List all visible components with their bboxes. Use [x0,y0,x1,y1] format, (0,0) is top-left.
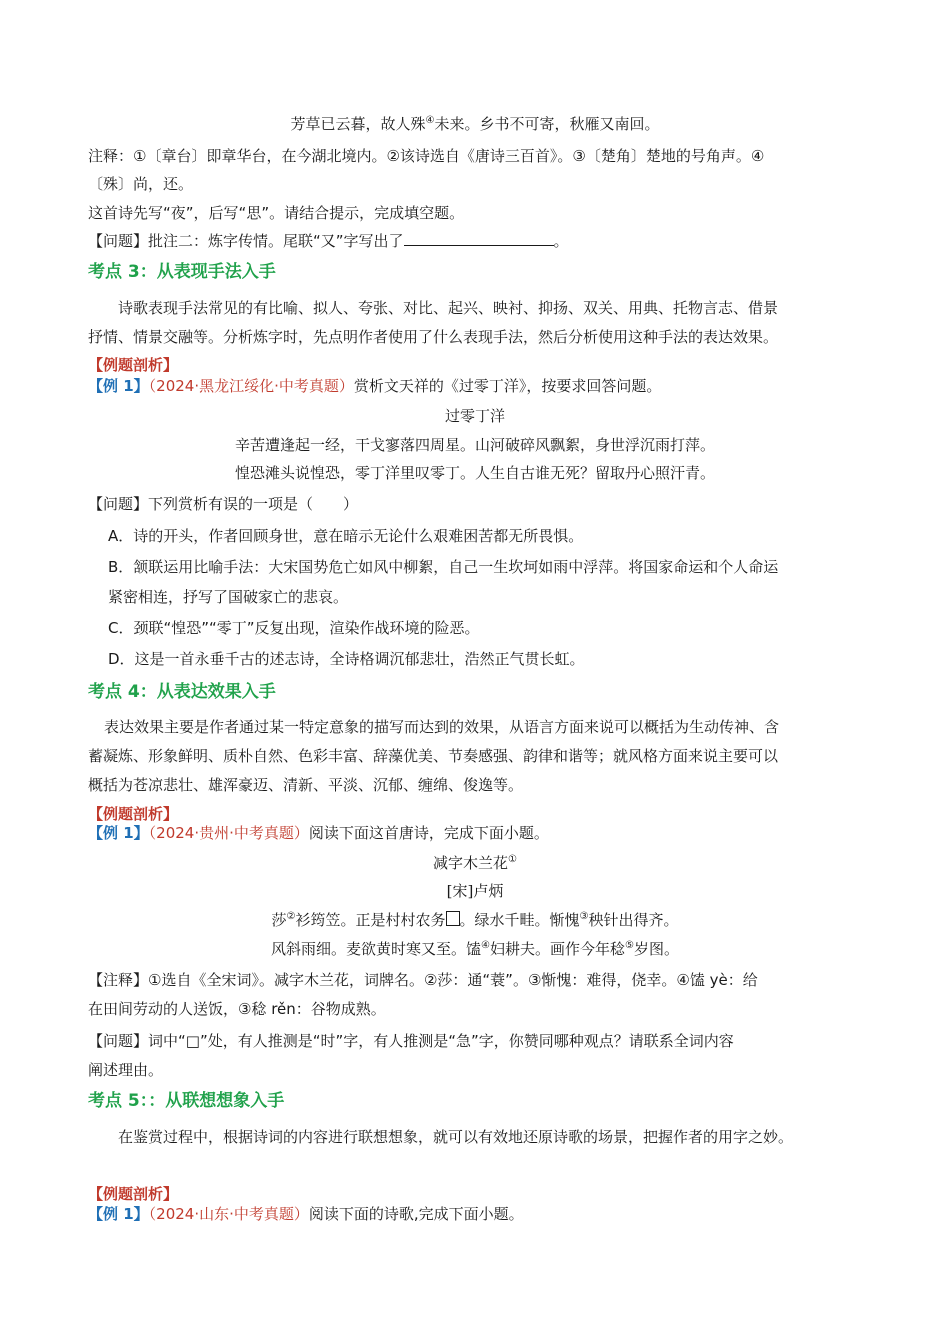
annotation-line-2: 在田间劳动的人送饭，③稔 rěn：谷物成熟。 [88,1000,386,1018]
option-b-line-1: B．颔联运用比喻手法：大宋国势危亡如风中柳絮，自己一生坎坷如雨中浮萍。将国家命运和个人命运 [108,558,779,576]
footnote-mark: ③ [579,911,589,922]
poem-text: 莎 [271,911,287,929]
poem-line-2: 惶恐滩头说惶恐，零丁洋里叹零丁。人生自古谁无死？留取丹心照汗青。 [234,464,715,482]
example-analysis-label: 【例题剖析】 [88,1185,179,1203]
option-c: C．颈联“惶恐”“零丁”反复出现，渲染作战环境的险恶。 [108,619,480,637]
annotation-line-1: 【注释】①选自《全宋词》。减字木兰花，词牌名。②莎：通“蓑”。③惭愧：难得，侥幸。④馌 yè：给 [88,971,758,989]
question-text-end: 。 [553,232,569,250]
poem-text: 风斜雨细。麦欲黄时寒又至。馌 [271,940,482,958]
example-text: 阅读下面这首唐诗，完成下面小题。 [308,824,549,842]
section-heading-kaodian-4: 考点 4：从表达效果入手 [88,682,276,702]
example-analysis-label: 【例题剖析】 [88,356,179,374]
example-tag: 【例 1】 [88,1205,149,1223]
example-tag: 【例 1】 [88,824,149,842]
example-text: 阅读下面的诗歌,完成下面小题。 [308,1205,524,1223]
poem-title [0,853,950,873]
poem-line-1 [0,910,950,930]
example-tag: 【例 1】 [88,377,149,395]
question-line-2: 阐述理由。 [88,1061,164,1079]
annotation-line-1: 注释：①〔章台〕即章华台，在今湖北境内。②该诗选自《唐诗三百首》。③〔楚角〕楚地的号角声。④ [88,147,765,165]
footnote-mark: ① [508,854,517,865]
answer-blank [404,231,554,246]
footnote-mark: ④ [425,115,435,126]
section-heading-kaodian-5: 考点 5：：从联想想象入手 [88,1091,285,1111]
poem-text: 衫筠笠。正是村村农务 [295,911,446,929]
question: 【问题】下列赏析有误的一项是（ ） [88,495,359,513]
poem-text: 未来。乡书不可寄，秋雁又南回。 [434,115,660,133]
example-source: （2024·黑龙江绥化·中考真题） [148,377,354,395]
footnote-mark: ⑤ [625,940,634,951]
example-text: 赏析文天祥的《过零丁洋》，按要求回答问题。 [353,377,662,395]
example-source: （2024·山东·中考真题） [148,1205,309,1223]
poem-author: [宋]卢炳 [446,882,504,900]
poem-final-line [0,114,950,134]
option-a: A．诗的开头，作者回顾身世，意在暗示无论什么艰难困苦都无所畏惧。 [108,527,584,545]
question-text: 【问题】批注二：炼字传情。尾联“又”字写出了 [88,232,404,250]
option-d: D．这是一首永垂千古的述志诗，全诗格调沉郁悲壮，浩然正气贯长虹。 [108,650,585,668]
example-header [88,1204,524,1224]
footnote-mark: ④ [481,940,490,951]
example-source: （2024·贵州·中考真题） [148,824,309,842]
example-header [88,823,549,843]
task-intro: 这首诗先写“夜”，后写“思”。请结合提示，完成填空题。 [88,204,465,222]
annotation-line-2: 〔殊〕尚，还。 [88,175,194,193]
paragraph-line-2: 蓄凝炼、形象鲜明、质朴自然、色彩丰富、辞藻优美、节奏感强、韵律和谐等；就风格方面来说主要可以 [88,747,779,765]
section-heading-kaodian-3: 考点 3：从表现手法入手 [88,262,276,282]
option-b-line-2: 紧密相连，抒写了国破家亡的悲哀。 [108,588,349,606]
paragraph-line-1: 在鉴赏过程中，根据诗词的内容进行联想想象，就可以有效地还原诗歌的场景，把握作者的用字之妙。 [118,1128,794,1146]
paragraph-line-2: 抒情、情景交融等。分析炼字时，先点明作者使用了什么表现手法，然后分析使用这种手法的表达效果。 [88,328,779,346]
paragraph-line-1: 表达效果主要是作者通过某一特定意象的描写而达到的效果，从语言方面来说可以概括为生动传神、含 [104,718,780,736]
example-header [88,376,661,396]
poem-title: 过零丁洋 [444,407,505,425]
poem-title-text: 减字木兰花 [433,854,509,872]
poem-text: 妇耕夫。画作今年稔 [489,940,625,958]
paragraph-line-3: 概括为苍凉悲壮、雄浑豪迈、清新、平淡、沉郁、缠绵、俊逸等。 [88,776,524,794]
paragraph-line-1: 诗歌表现手法常见的有比喻、拟人、夸张、对比、起兴、映衬、抑扬、双关、用典、托物言志、借景 [118,299,779,317]
poem-line-1: 辛苦遭逢起一经，干戈寥落四周星。山河破碎风飘絮，身世浮沉雨打萍。 [234,436,715,454]
poem-text: 岁图。 [633,940,679,958]
poem-text: 芳草已云暮，故人殊 [290,115,426,133]
poem-line-2 [0,939,950,959]
example-analysis-label: 【例题剖析】 [88,805,179,823]
poem-text: 。绿水千畦。惭愧 [459,911,580,929]
missing-character-box [446,911,460,926]
question-line-1: 【问题】词中“□”处，有人推测是“时”字，有人推测是“急”字，你赞同哪种观点？请联系全词内容 [88,1032,734,1050]
poem-text: 秧针出得齐。 [588,911,679,929]
question-fill-blank [88,231,569,251]
footnote-mark: ② [286,911,296,922]
